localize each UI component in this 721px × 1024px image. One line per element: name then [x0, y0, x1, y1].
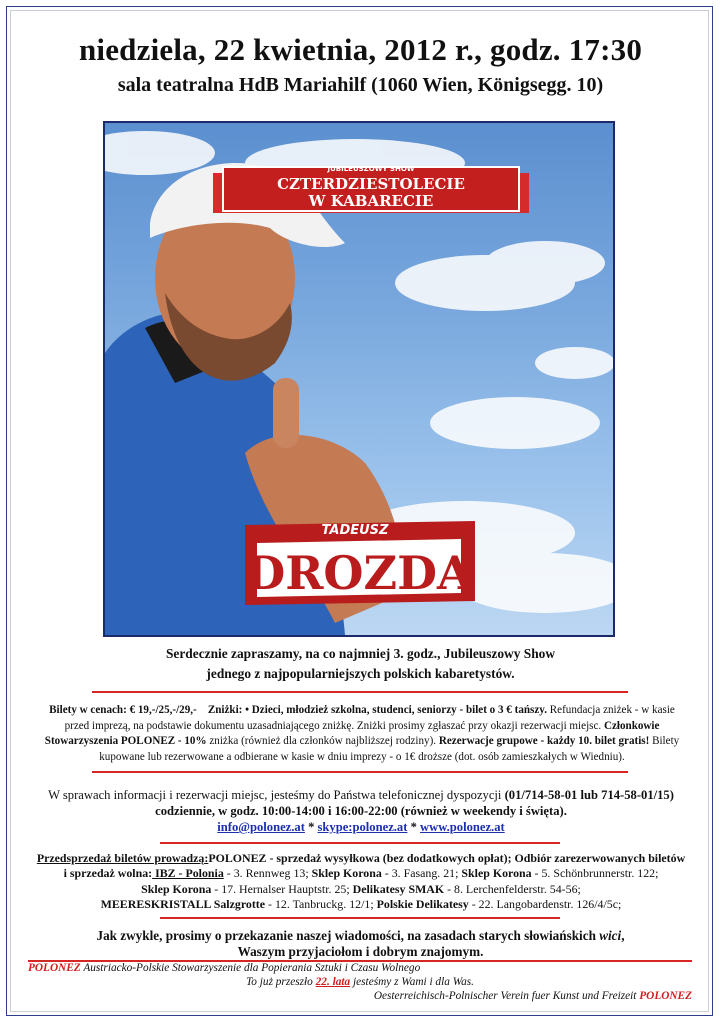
price-amount: € 19,-/25,-/29,- — [129, 704, 197, 716]
event-venue: sala teatralna HdB Mariahilf (1060 Wien, Königsegg. 10) — [117, 74, 604, 96]
closing-line-1b: , — [621, 928, 625, 943]
banner-small: JUBILEUSZOWY SHOW — [327, 165, 415, 173]
last-name: DROZDA — [245, 546, 473, 600]
closing-wici: wici — [599, 928, 622, 943]
presale-ibz-addr: - 3. Rennweg 13; — [223, 866, 312, 881]
poster-photo — [103, 121, 615, 637]
closing-note — [0, 928, 721, 960]
closing-line-2: Waszym przyjaciołom i dobrym znajomym. — [237, 944, 484, 959]
presale-korona-3-addr: - 17. Hernalser Hauptstr. 25; — [211, 881, 353, 896]
presale-ibz: IBZ - Polonia — [152, 866, 224, 881]
discount-text: • Dzieci, młodzież szkolna, studenci, seniorzy - bilet o 3 € tańszy. — [245, 704, 547, 716]
discount-label: Zniżki: — [207, 704, 243, 716]
divider-1 — [92, 691, 628, 693]
footer-line-2 — [28, 976, 692, 990]
presale-polonez: POLONEZ — [208, 851, 267, 865]
gratis: gratis! — [618, 735, 650, 748]
email-link[interactable]: info@polonez.at — [217, 820, 305, 834]
website-link[interactable]: www.polonez.at — [420, 820, 505, 834]
presale-polskie-addr: - 22. Langobardenstr. 126/4/5c; — [468, 897, 622, 912]
presale-polonez-text: - sprzedaż wysyłkowa (bez dodatkowych opłat); — [266, 851, 515, 865]
presale-odbior: Odbiór zarezerwowanych biletów — [514, 851, 686, 865]
event-date: niedziela, 22 kwietnia, 2012 r., godz. 17:30 — [78, 32, 643, 67]
divider-4 — [160, 917, 560, 919]
price-label: Bilety w cenach: — [49, 704, 127, 716]
separator: * — [407, 820, 421, 834]
footer-line-3 — [28, 990, 692, 1004]
refund-text-2: w kasie przed imprezą, na podstawie dokumentu uzasadniającego zniżkę. Zniżki prosimy zgłaszać przy okazji rezerwacji miejsc. — [64, 704, 675, 732]
presale-smak: Delikatesy SMAK — [352, 881, 445, 896]
footer-german: Oesterreichisch-Polnischer Verein fuer Kunst und Freizeit — [373, 989, 640, 1002]
presale-lead: Przedsprzedaż biletów prowadzą: — [36, 851, 209, 865]
name-plate — [245, 521, 475, 605]
poster-illustration — [105, 123, 613, 635]
footer — [28, 962, 692, 1003]
footer-years: 22. lata — [315, 975, 351, 988]
contact-info — [30, 787, 692, 835]
refund-text: Refundacja zniżek - — [549, 704, 639, 716]
footer-org-desc: Austriacko-Polskie Stowarzyszenie dla Popierania Sztuki i Czasu Wolnego — [80, 962, 421, 974]
contact-hours: codziennie, w godz. 10:00-14:00 i 16:00-22:00 (również w weekendy i święta). — [155, 804, 567, 818]
members-discount: Członkowie Stowarzyszenia POLONEZ - 10% — [44, 719, 660, 748]
presale-korona-3: Sklep Korona — [141, 881, 212, 896]
price-info — [44, 703, 680, 765]
banner-title-1: CZTERDZIESTOLECIE — [277, 175, 465, 193]
pickup-note: Bilety kupowane lub rezerwowane a odbierane w kasie w dniu imprezy - o 1€ droższe (dot. osób zamieszkałych w Wiedniu). — [99, 735, 680, 763]
divider-3 — [160, 842, 560, 844]
divider-2 — [92, 771, 628, 773]
footer-org-name: POLONEZ — [28, 962, 81, 974]
presale-wolna: i sprzedaż wolna: — [63, 866, 153, 881]
presale-polskie: Polskie Delikatesy — [376, 897, 469, 912]
invitation-text — [0, 644, 721, 684]
skype-link[interactable]: skype:polonez.at — [317, 820, 408, 834]
footer-line-1 — [28, 962, 692, 976]
contact-line: W sprawach informacji i rezerwacji miejsc, jesteśmy do Państwa telefonicznej dyspozycji — [48, 788, 502, 802]
contact-phones: (01/714-58-01 lub 714-58-01/15) — [504, 788, 674, 802]
presale-meeres-addr: - 12. Tanbruckg. 12/1; — [265, 897, 377, 912]
invitation-line-1: Serdecznie zapraszamy, na co najmniej 3. godz., Jubileuszowy Show — [165, 646, 556, 661]
first-name: TADEUSZ — [321, 523, 389, 538]
group-reservations: Rezerwacje grupowe - każdy 10. bilet — [438, 735, 616, 748]
footer-years-b: jesteśmy z Wami i dla Was. — [350, 975, 474, 988]
thumb-up — [273, 378, 299, 448]
footer-years-a: To już przeszło — [246, 975, 316, 988]
show-banner — [213, 165, 529, 213]
presale-korona-1: Sklep Korona — [311, 866, 382, 881]
members-discount-2: zniżka (również dla członków najbliższej rodziny). — [209, 735, 437, 748]
banner-title-2: W KABARECIE — [308, 192, 434, 210]
presale-korona-1-addr: - 3. Fasang. 21; — [381, 866, 462, 881]
presale-meeres: MEERESKRISTALL Salzgrotte — [100, 897, 266, 912]
separator: * — [304, 820, 318, 834]
invitation-line-2: jednego z najpopularniejszych polskich kabaretystów. — [206, 666, 515, 681]
presale-korona-2-addr: - 5. Schönbrunnerstr. 122; — [531, 866, 659, 881]
presale-smak-addr: - 8. Lerchenfelderstr. 54-56; — [444, 881, 581, 896]
presale-info — [30, 851, 692, 913]
presale-korona-2: Sklep Korona — [461, 866, 532, 881]
footer-german-org: POLONEZ — [639, 989, 692, 1002]
closing-line-1a: Jak zwykle, prosimy o przekazanie naszej wiadomości, na zasadach starych słowiańskich — [96, 928, 600, 943]
